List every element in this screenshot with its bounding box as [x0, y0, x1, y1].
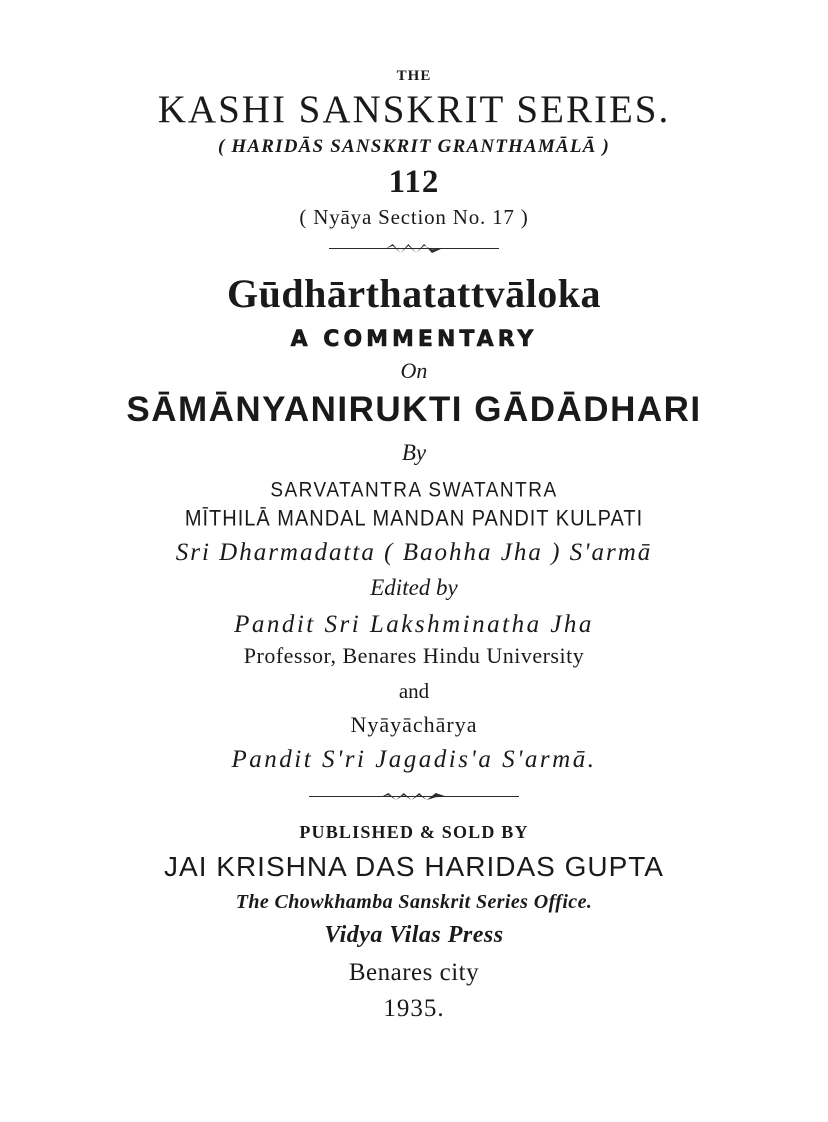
- author-epithet-line-1: SARVATANTRA SWATANTRA: [270, 478, 558, 503]
- ornamental-divider-2-icon: [309, 792, 519, 800]
- publisher-name: JAI KRISHNA DAS HARIDAS GUPTA: [164, 851, 664, 882]
- commentary-label: A COMMENTARY: [290, 327, 538, 352]
- editor-secondary-title: Nyāyāchārya: [350, 712, 478, 737]
- and-label: and: [398, 679, 430, 703]
- series-title: KASHI SANSKRIT SERIES.: [157, 88, 671, 131]
- publication-year: 1935.: [383, 995, 445, 1022]
- press-name: Vidya Vilas Press: [324, 922, 504, 948]
- by-label: By: [401, 440, 427, 465]
- subject-title: SĀMĀNYANIRUKTI GĀDĀDHARI: [126, 390, 702, 429]
- ornamental-divider-icon: [329, 244, 499, 254]
- publisher-office: The Chowkhamba Sanskrit Series Office.: [235, 891, 593, 913]
- series-section: ( Nyāya Section No. 17 ): [299, 205, 529, 229]
- editor-secondary-name: Pandit S'ri Jagadis'a S'armā.: [231, 746, 597, 773]
- author-name: Sri Dharmadatta ( Baohha Jha ) S'armā: [175, 539, 653, 566]
- publication-city: Benares city: [348, 959, 480, 986]
- author-epithet-line-2: MĪTHILĀ MANDAL MANDAN PANDIT KULPATI: [184, 506, 644, 532]
- series-the-label: THE: [396, 68, 432, 84]
- on-label: On: [400, 358, 428, 383]
- editor-primary-name: Pandit Sri Lakshminatha Jha: [234, 611, 594, 638]
- published-label: PUBLISHED & SOLD BY: [299, 822, 529, 842]
- edited-by-label: Edited by: [370, 575, 458, 600]
- editor-primary-role: Professor, Benares Hindu University: [243, 643, 585, 668]
- series-number: 112: [388, 164, 440, 200]
- series-subtitle: ( HARIDĀS SANSKRIT GRANTHAMĀLĀ ): [217, 136, 611, 157]
- work-title: Gūdhārthatattvāloka: [227, 271, 601, 316]
